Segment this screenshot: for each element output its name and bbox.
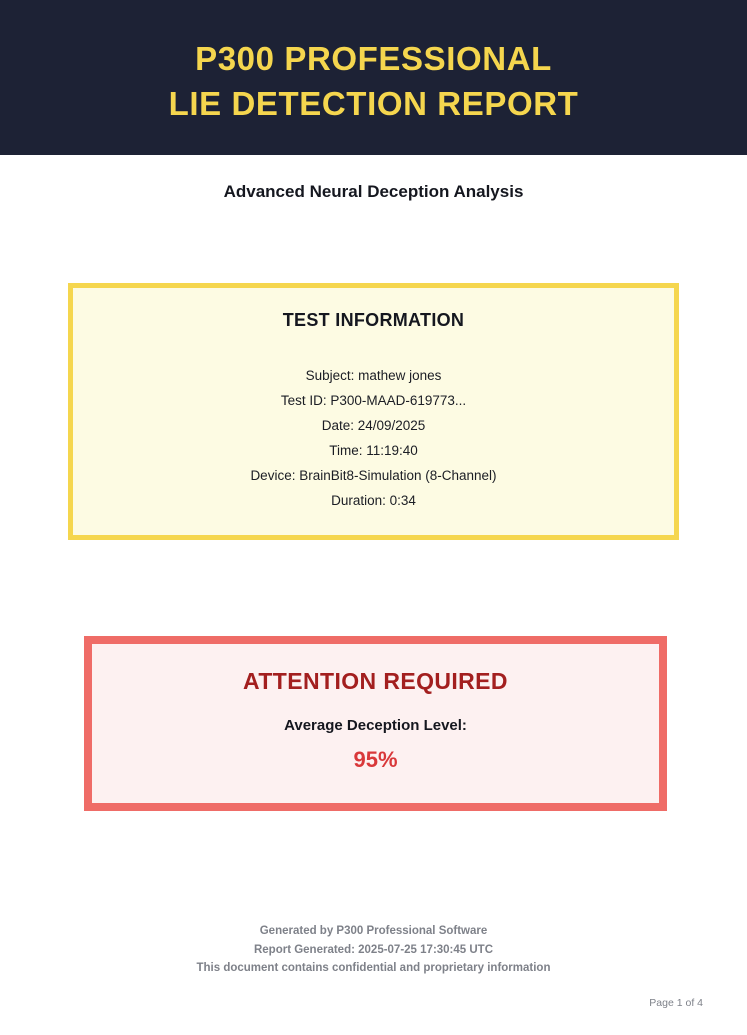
footer-generated-by: Generated by P300 Professional Software (259, 925, 488, 937)
report-title-line-1: P300 PROFESSIONAL (195, 39, 552, 77)
report-footer (0, 922, 747, 978)
test-info-test-id: Test ID: P300-MAAD-619773... (280, 393, 467, 408)
footer-confidentiality-notice: This document contains confidential and proprietary information (196, 962, 551, 974)
average-deception-level-label: Average Deception Level: (284, 717, 467, 734)
page-number: Page 1 of 4 (649, 997, 703, 1009)
report-title-line-2: LIE DETECTION REPORT (168, 84, 579, 122)
test-info-device: Device: BrainBit8-Simulation (8-Channel) (250, 468, 497, 483)
test-information-panel (68, 283, 679, 540)
test-info-date: Date: 24/09/2025 (321, 418, 426, 433)
test-info-time: Time: 11:19:40 (329, 443, 418, 458)
test-information-heading: TEST INFORMATION (282, 310, 465, 330)
test-info-subject: Subject: mathew jones (305, 368, 442, 383)
attention-required-panel (84, 636, 667, 811)
average-deception-level-value: 95% (353, 747, 398, 772)
footer-generated-at: Report Generated: 2025-07-25 17:30:45 UTC (253, 943, 494, 956)
report-subtitle: Advanced Neural Deception Analysis (223, 182, 524, 201)
attention-required-title: ATTENTION REQUIRED (243, 668, 508, 694)
report-header-banner (0, 0, 747, 155)
test-info-duration: Duration: 0:34 (331, 493, 416, 508)
